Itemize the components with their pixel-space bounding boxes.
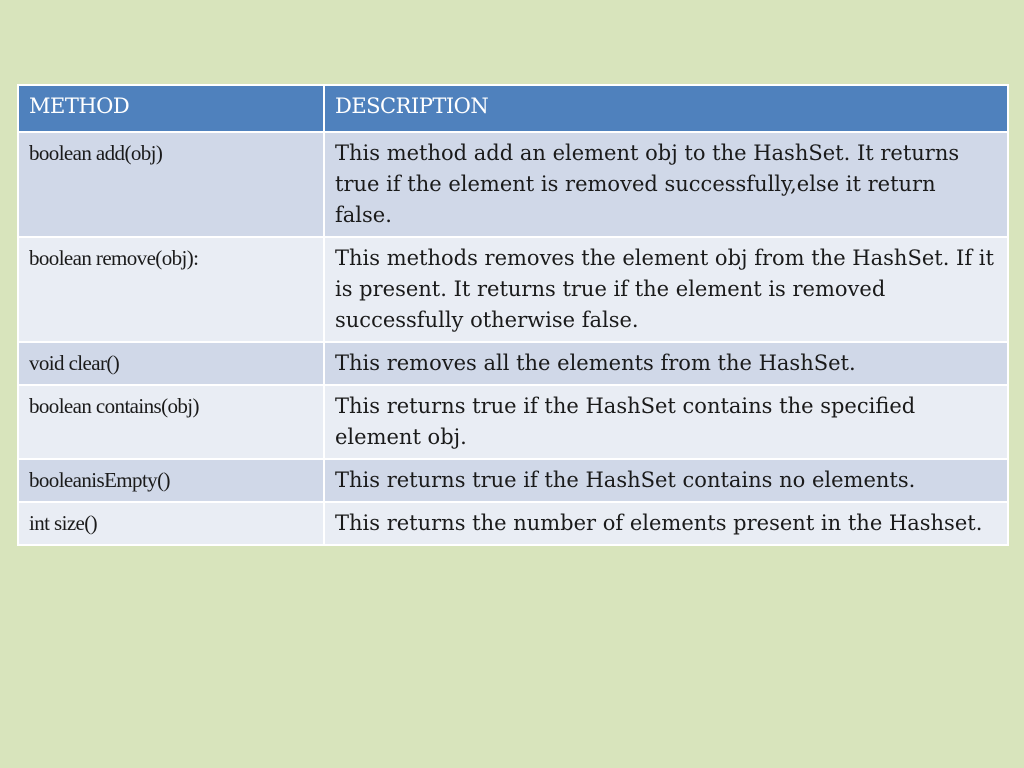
method-cell: void clear()	[18, 342, 324, 385]
method-cell: boolean add(obj)	[18, 132, 324, 237]
method-cell: boolean contains(obj)	[18, 385, 324, 459]
table-row	[18, 459, 1008, 502]
hashset-methods-table-container	[17, 84, 1007, 546]
table-row	[18, 132, 1008, 237]
description-cell: This returns true if the HashSet contains no elements.	[324, 459, 1008, 502]
table-row	[18, 237, 1008, 342]
description-cell: This returns true if the HashSet contains the specified element obj.	[324, 385, 1008, 459]
table-row	[18, 502, 1008, 545]
description-cell: This returns the number of elements present in the Hashset.	[324, 502, 1008, 545]
method-cell: boolean remove(obj):	[18, 237, 324, 342]
method-column-header: METHOD	[18, 85, 324, 132]
table-row	[18, 385, 1008, 459]
description-cell: This removes all the elements from the HashSet.	[324, 342, 1008, 385]
table-header-row	[18, 85, 1008, 132]
table-row	[18, 342, 1008, 385]
description-column-header: DESCRIPTION	[324, 85, 1008, 132]
hashset-methods-table	[17, 84, 1009, 546]
method-cell: booleanisEmpty()	[18, 459, 324, 502]
description-cell: This method add an element obj to the HashSet. It returns true if the element is removed successfully,else it return false.	[324, 132, 1008, 237]
description-cell: This methods removes the element obj from the HashSet. If it is present. It returns true if the element is removed successfully otherwise false.	[324, 237, 1008, 342]
method-cell: int size()	[18, 502, 324, 545]
